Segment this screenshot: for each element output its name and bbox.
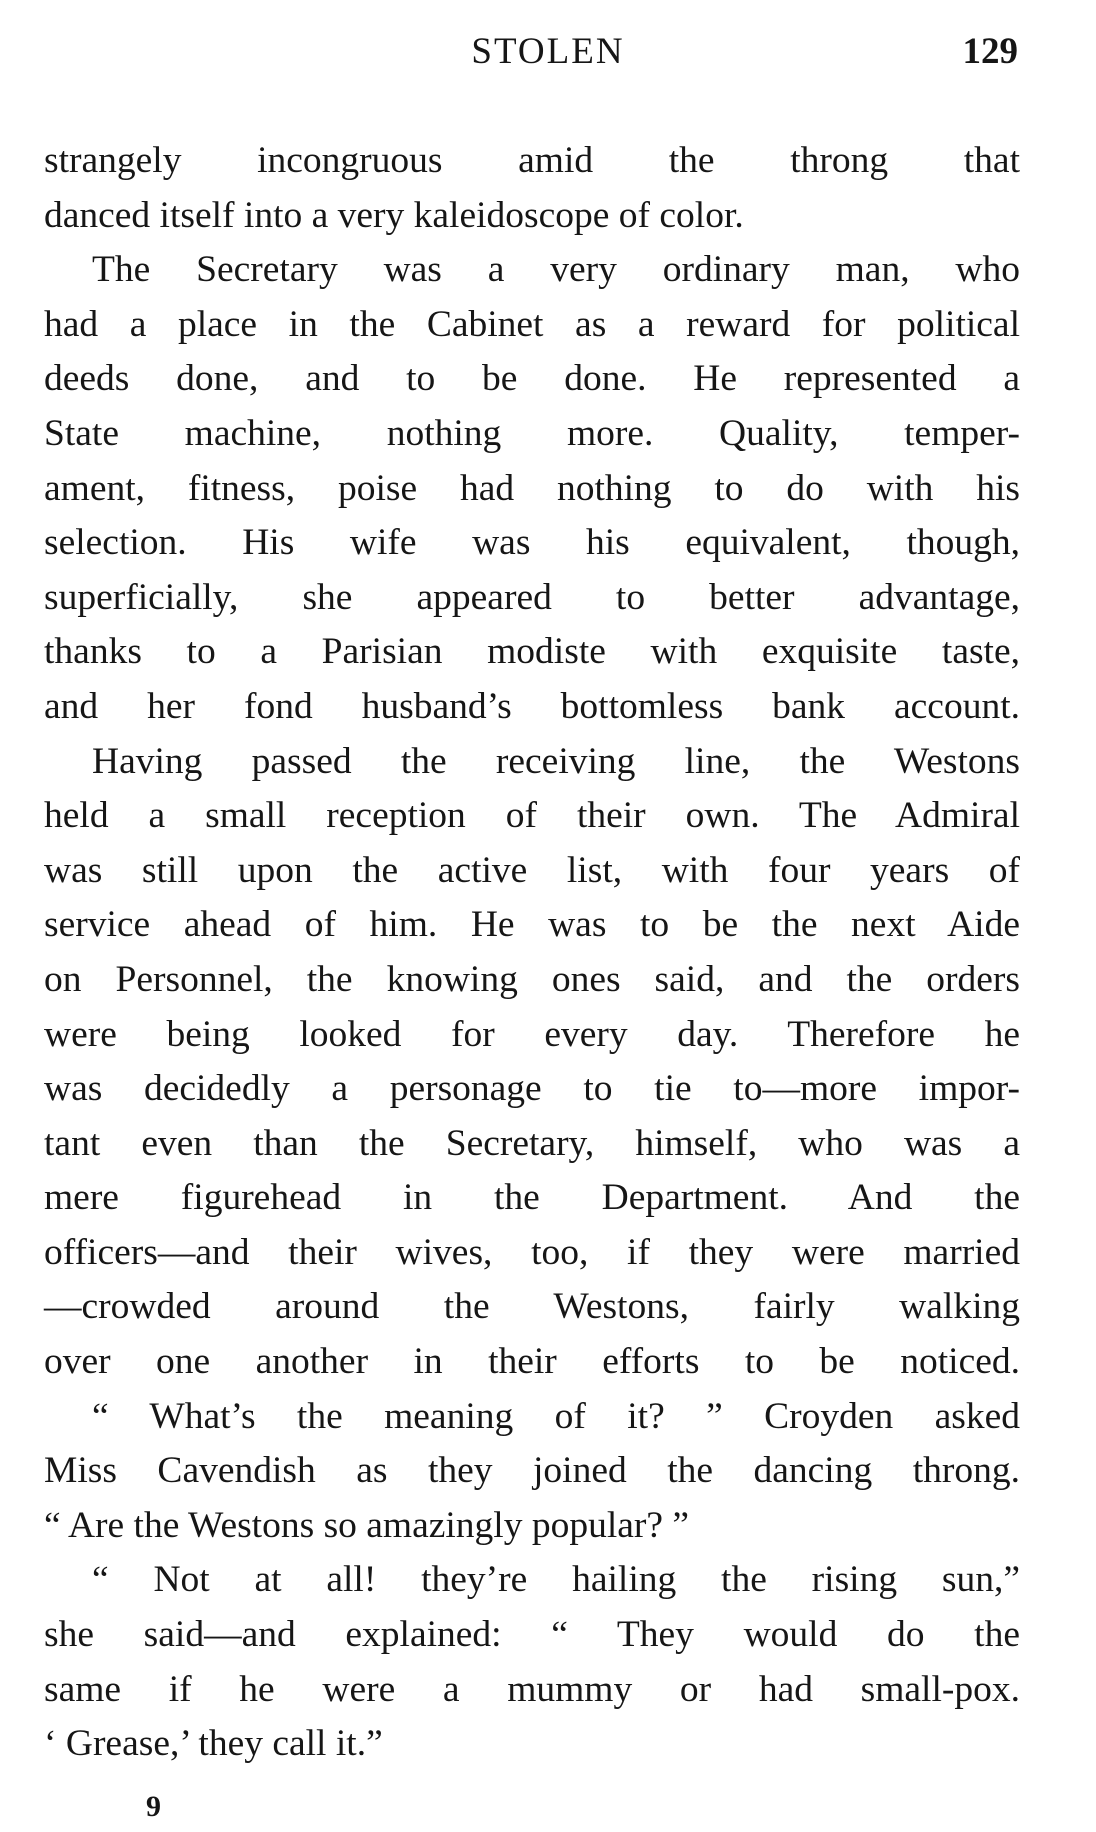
body-text — [44, 134, 1020, 1772]
paragraph-1 — [44, 134, 1020, 243]
text-line: over one another in their efforts to be noticed. — [44, 1341, 1020, 1383]
text-line: ament, fitness, poise had nothing to do with his — [44, 467, 1020, 509]
text-line: State machine, nothing more. Quality, temper- — [44, 412, 1020, 454]
text-line: —crowded around the Westons, fairly walking — [44, 1286, 1020, 1328]
text-line: The Secretary was a very ordinary man, who — [92, 249, 1020, 291]
text-line: tant even than the Secretary, himself, who was a — [44, 1122, 1020, 1164]
paragraph-4 — [44, 1390, 1020, 1554]
signature-mark: 9 — [146, 1790, 161, 1823]
text-line: officers—and their wives, too, if they were married — [44, 1231, 1020, 1273]
text-line: strangely incongruous amid the throng that — [44, 140, 1020, 181]
text-line: Miss Cavendish as they joined the dancing throng. — [44, 1450, 1020, 1492]
text-line: same if he were a mummy or had small-pox. — [44, 1668, 1020, 1710]
text-line: was still upon the active list, with four years of — [44, 849, 1020, 891]
text-line: superficially, she appeared to better advantage, — [44, 576, 1020, 618]
text-line: “ Not at all! they’re hailing the rising sun,” — [92, 1559, 1020, 1601]
text-line: “ Are the Westons so amazingly popular? ” — [44, 1504, 690, 1546]
text-line: on Personnel, the knowing ones said, and the orders — [44, 958, 1020, 1000]
paragraph-5 — [44, 1553, 1020, 1771]
text-line: she said—and explained: “ They would do the — [44, 1614, 1020, 1656]
text-line: was decidedly a personage to tie to—more impor- — [44, 1068, 1020, 1110]
text-line: had a place in the Cabinet as a reward for political — [44, 303, 1020, 345]
text-line: “ What’s the meaning of it? ” Croyden asked — [92, 1395, 1020, 1437]
text-line: Having passed the receiving line, the Westons — [92, 740, 1020, 782]
paragraph-3 — [44, 735, 1020, 1390]
text-line: mere figurehead in the Department. And the — [44, 1177, 1020, 1219]
text-line: and her fond husband’s bottomless bank account. — [44, 685, 1020, 727]
text-line: were being looked for every day. Therefore he — [44, 1013, 1020, 1055]
paragraph-2 — [44, 243, 1020, 734]
page-number: 129 — [962, 31, 1018, 72]
text-line: held a small reception of their own. The Admiral — [44, 795, 1020, 837]
text-line: ‘ Grease,’ they call it.” — [44, 1723, 383, 1765]
text-line: thanks to a Parisian modiste with exquisite taste, — [44, 631, 1020, 673]
text-line: deeds done, and to be done. He represented a — [44, 358, 1020, 400]
text-line: service ahead of him. He was to be the next Aide — [44, 904, 1020, 946]
running-title: STOLEN — [471, 31, 625, 72]
text-line: selection. His wife was his equivalent, though, — [44, 522, 1020, 564]
text-line: danced itself into a very kaleidoscope of color. — [44, 194, 744, 236]
